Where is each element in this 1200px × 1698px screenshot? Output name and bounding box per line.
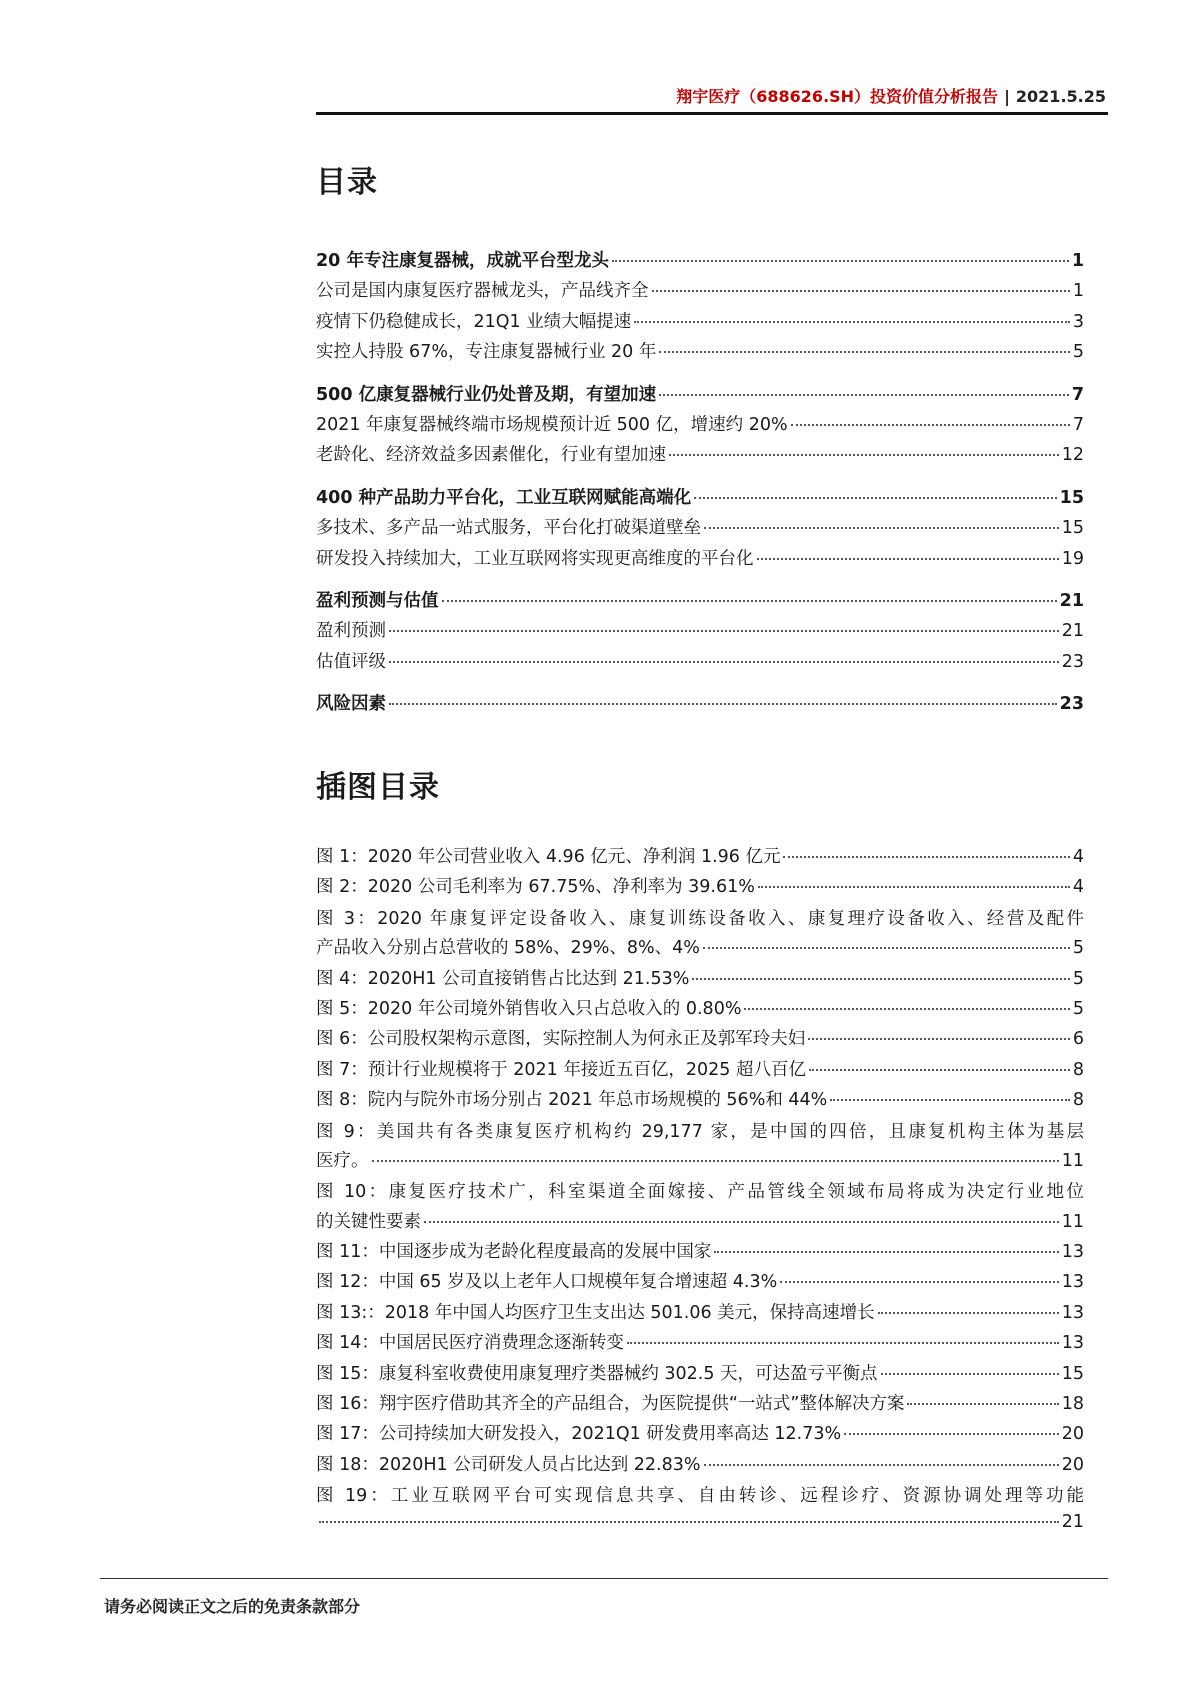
page-number: 5	[1072, 998, 1084, 1019]
entry-text: 图 5：2020 年公司境外销售收入只占总收入的 0.80%	[316, 998, 742, 1019]
entry-text: 图 2：2020 公司毛利率为 67.75%、净利率为 39.61%	[316, 877, 755, 898]
page-number: 13	[1061, 1302, 1084, 1323]
dot-leader	[389, 630, 1059, 632]
figure-entry[interactable]	[316, 1117, 1084, 1178]
entry-text: 图 7：预计行业规模将于 2021 年接近五百亿，2025 超八百亿	[316, 1059, 806, 1080]
entry-text: 图 12：中国 65 岁及以上老年人口规模年复合增速超 4.3%	[316, 1272, 778, 1293]
toc-entry[interactable]	[316, 1025, 1084, 1055]
toc-entry[interactable]	[316, 1268, 1084, 1298]
toc-entry[interactable]	[316, 484, 1084, 514]
page-number: 6	[1072, 1029, 1084, 1050]
toc-entry[interactable]	[316, 338, 1084, 368]
page-number: 7	[1071, 384, 1084, 405]
toc-entry[interactable]	[316, 308, 1084, 338]
dot-leader	[783, 856, 1069, 858]
entry-text: 医疗。	[316, 1150, 369, 1171]
page-number: 3	[1072, 311, 1084, 332]
figure-entry[interactable]	[316, 904, 1084, 965]
header-separator: |	[1004, 87, 1010, 106]
figure-entry[interactable]	[316, 873, 1084, 903]
toc-entry[interactable]	[316, 1420, 1084, 1450]
toc-entry[interactable]	[316, 545, 1084, 575]
page-number: 13	[1061, 1333, 1084, 1354]
figure-caption-line: 图 3：2020 年康复评定设备收入、康复训练设备收入、康复理疗设备收入、经营及配件	[316, 908, 1084, 929]
dot-leader	[757, 558, 1059, 560]
toc-heading: 目录	[316, 165, 378, 200]
entry-text: 多技术、多产品一站式服务，平台化打破渠道壁垒	[316, 518, 701, 539]
toc-entry[interactable]	[316, 1086, 1084, 1116]
page-number: 5	[1072, 342, 1084, 363]
figure-entry[interactable]	[316, 1329, 1084, 1359]
toc-entry[interactable]	[316, 441, 1084, 471]
toc-entry[interactable]	[316, 411, 1084, 441]
figure-entry[interactable]	[316, 1420, 1084, 1450]
dot-leader	[389, 703, 1057, 705]
dot-leader	[809, 1069, 1070, 1071]
entry-text: 图 1：2020 年公司营业收入 4.96 亿元、净利润 1.96 亿元	[316, 847, 781, 867]
page-number: 13	[1061, 1242, 1084, 1263]
page-number: 8	[1072, 1059, 1084, 1080]
toc-list	[316, 247, 1084, 720]
toc-entry[interactable]	[316, 1238, 1084, 1268]
dot-leader	[878, 1312, 1059, 1314]
page-number: 4	[1072, 847, 1084, 867]
toc-entry[interactable]	[316, 873, 1084, 903]
figure-entry[interactable]	[316, 1360, 1084, 1390]
figure-entry[interactable]	[316, 1086, 1084, 1116]
page-number: 20	[1061, 1454, 1084, 1475]
page-number: 18	[1061, 1394, 1084, 1415]
report-title: 翔宇医疗（688626.SH）投资价值分析报告	[676, 87, 999, 106]
entry-text: 图 6：公司股权架构示意图，实际控制人为何永正及郭军玲夫妇	[316, 1029, 806, 1050]
toc-entry[interactable]	[316, 587, 1084, 617]
dot-leader	[692, 978, 1069, 980]
footer-divider	[100, 1578, 1108, 1579]
toc-entry[interactable]	[316, 1147, 1084, 1177]
dot-leader	[659, 394, 1069, 396]
dot-leader	[652, 290, 1070, 292]
figure-entry[interactable]	[316, 965, 1084, 995]
dot-leader	[714, 1251, 1058, 1253]
toc-entry[interactable]	[316, 1208, 1084, 1238]
page-number: 1	[1071, 251, 1084, 271]
figure-entry[interactable]	[316, 1056, 1084, 1086]
dot-leader	[808, 1038, 1070, 1040]
figure-entry[interactable]	[316, 1177, 1084, 1238]
toc-entry[interactable]	[316, 1299, 1084, 1329]
dot-leader	[791, 424, 1070, 426]
figure-caption-line: 图 19：工业互联网平台可实现信息共享、自由转诊、远程诊疗、资源协调处理等功能	[316, 1486, 1084, 1507]
page-number: 23	[1059, 694, 1084, 715]
figure-caption-line: 图 9：美国共有各类康复医疗机构约 29,177 家，是中国的四倍，且康复机构主体为基层	[316, 1121, 1084, 1142]
entry-text: 盈利预测与估值	[316, 590, 439, 611]
dot-leader	[694, 497, 1057, 499]
figure-entry[interactable]	[316, 843, 1084, 873]
dot-leader	[634, 321, 1070, 323]
entry-text: 实控人持股 67%，专注康复器械行业 20 年	[316, 342, 657, 363]
page-number: 19	[1061, 548, 1084, 569]
dot-leader	[659, 351, 1070, 353]
toc-entry[interactable]	[316, 277, 1084, 307]
page-number: 4	[1072, 877, 1084, 898]
figure-entry[interactable]	[316, 1025, 1084, 1055]
dot-leader	[442, 600, 1057, 602]
page-number: 15	[1061, 1363, 1084, 1384]
toc-entry[interactable]	[316, 514, 1084, 544]
dot-leader	[372, 1160, 1059, 1162]
figure-list-heading: 插图目录	[316, 770, 440, 805]
figure-entry[interactable]	[316, 1390, 1084, 1420]
toc-entry[interactable]	[316, 934, 1084, 964]
dot-leader	[704, 1464, 1059, 1466]
toc-entry[interactable]	[316, 843, 1084, 873]
figure-entry[interactable]	[316, 1238, 1084, 1268]
footer-disclaimer: 请务必阅读正文之后的免责条款部分	[104, 1597, 361, 1616]
toc-entry[interactable]	[316, 995, 1084, 1025]
entry-text: 风险因素	[316, 694, 386, 715]
figure-entry[interactable]	[316, 995, 1084, 1025]
toc-entry[interactable]	[316, 1451, 1084, 1481]
dot-leader	[780, 1281, 1058, 1283]
page-number: 13	[1061, 1272, 1084, 1293]
entry-text: 20 年专注康复器械，成就平台型龙头	[316, 251, 609, 271]
header-divider	[316, 112, 1108, 115]
page-number: 15	[1059, 487, 1084, 508]
page-number: 11	[1061, 1211, 1084, 1232]
page-number: 11	[1061, 1150, 1084, 1171]
dot-leader	[881, 1373, 1059, 1375]
figure-entry[interactable]	[316, 1268, 1084, 1298]
dot-leader	[704, 527, 1059, 529]
dot-leader	[844, 1433, 1059, 1435]
entry-text: 图 18：2020H1 公司研发人员占比达到 22.83%	[316, 1454, 701, 1475]
figure-entry[interactable]	[316, 1451, 1084, 1481]
figure-caption-line: 图 10：康复医疗技术广，科室渠道全面嫁接、产品管线全领域布局将成为决定行业地位	[316, 1182, 1084, 1203]
page-number: 5	[1072, 968, 1084, 989]
entry-text: 产品收入分别占总营收的 58%、29%、8%、4%	[316, 938, 700, 959]
toc-entry[interactable]	[316, 247, 1084, 277]
toc-entry[interactable]	[316, 381, 1084, 411]
entry-text: 图 4：2020H1 公司直接销售占比达到 21.53%	[316, 968, 690, 989]
dot-leader	[703, 947, 1070, 949]
entry-text: 疫情下仍稳健成长，21Q1 业绩大幅提速	[316, 311, 632, 332]
toc-entry[interactable]	[316, 1329, 1084, 1359]
figure-entry[interactable]	[316, 1299, 1084, 1329]
entry-text: 500 亿康复器械行业仍处普及期，有望加速	[316, 384, 657, 405]
dot-leader	[758, 886, 1070, 888]
page-number: 20	[1061, 1424, 1084, 1445]
entry-text: 的关键性要素	[316, 1211, 421, 1232]
toc-entry[interactable]	[316, 965, 1084, 995]
dot-leader	[669, 454, 1059, 456]
page-number: 1	[1072, 281, 1084, 302]
page-number: 8	[1072, 1090, 1084, 1111]
entry-text: 公司是国内康复医疗器械龙头，产品线齐全	[316, 281, 649, 302]
dot-leader	[627, 1342, 1059, 1344]
page-number: 5	[1072, 938, 1084, 959]
entry-text: 研发投入持续加大，工业互联网将实现更高维度的平台化	[316, 548, 754, 569]
dot-leader	[389, 661, 1059, 663]
toc-entry[interactable]	[316, 1390, 1084, 1420]
dot-leader	[744, 1008, 1069, 1010]
dot-leader	[830, 1099, 1070, 1101]
entry-text: 图 16：翔宇医疗借助其齐全的产品组合，为医院提供“一站式”整体解决方案	[316, 1394, 905, 1415]
entry-text: 图 15：康复科室收费使用康复理疗类器械约 302.5 天，可达盈亏平衡点	[316, 1363, 878, 1384]
figure-list	[316, 843, 1084, 1542]
entry-text: 图 14：中国居民医疗消费理念逐渐转变	[316, 1333, 624, 1354]
toc-entry[interactable]	[316, 648, 1084, 678]
report-date: 2021.5.25	[1015, 87, 1106, 106]
entry-text: 估值评级	[316, 651, 386, 672]
dot-leader	[424, 1221, 1059, 1223]
page-number: 21	[1059, 590, 1084, 611]
entry-text: 老龄化、经济效益多因素催化，行业有望加速	[316, 445, 666, 466]
toc-entry[interactable]	[316, 1360, 1084, 1390]
page-number: 12	[1061, 445, 1084, 466]
entry-text: 图 17：公司持续加大研发投入，2021Q1 研发费用率高达 12.73%	[316, 1424, 842, 1445]
page-number: 21	[1061, 621, 1084, 642]
page-number: 15	[1061, 518, 1084, 539]
toc-entry[interactable]	[316, 1056, 1084, 1086]
entry-text: 图 8：院内与院外市场分别占 2021 年总市场规模的 56%和 44%	[316, 1090, 828, 1111]
dot-leader	[319, 1521, 1059, 1523]
toc-entry[interactable]	[316, 690, 1084, 720]
page-number: 21	[1061, 1511, 1084, 1532]
dot-leader	[612, 260, 1069, 262]
entry-text: 400 种产品助力平台化，工业互联网赋能高端化	[316, 487, 692, 508]
toc-entry[interactable]	[316, 1512, 1084, 1542]
entry-text: 2021 年康复器械终端市场规模预计近 500 亿，增速约 20%	[316, 414, 788, 435]
page-number: 23	[1061, 651, 1084, 672]
page-number: 7	[1072, 414, 1084, 435]
toc-entry[interactable]	[316, 617, 1084, 647]
figure-entry[interactable]	[316, 1481, 1084, 1542]
page-header	[316, 84, 1106, 112]
entry-text: 盈利预测	[316, 621, 386, 642]
entry-text: 图 11：中国逐步成为老龄化程度最高的发展中国家	[316, 1242, 712, 1263]
dot-leader	[907, 1403, 1058, 1405]
entry-text: 图 13:：2018 年中国人均医疗卫生支出达 501.06 美元，保持高速增长	[316, 1302, 875, 1323]
